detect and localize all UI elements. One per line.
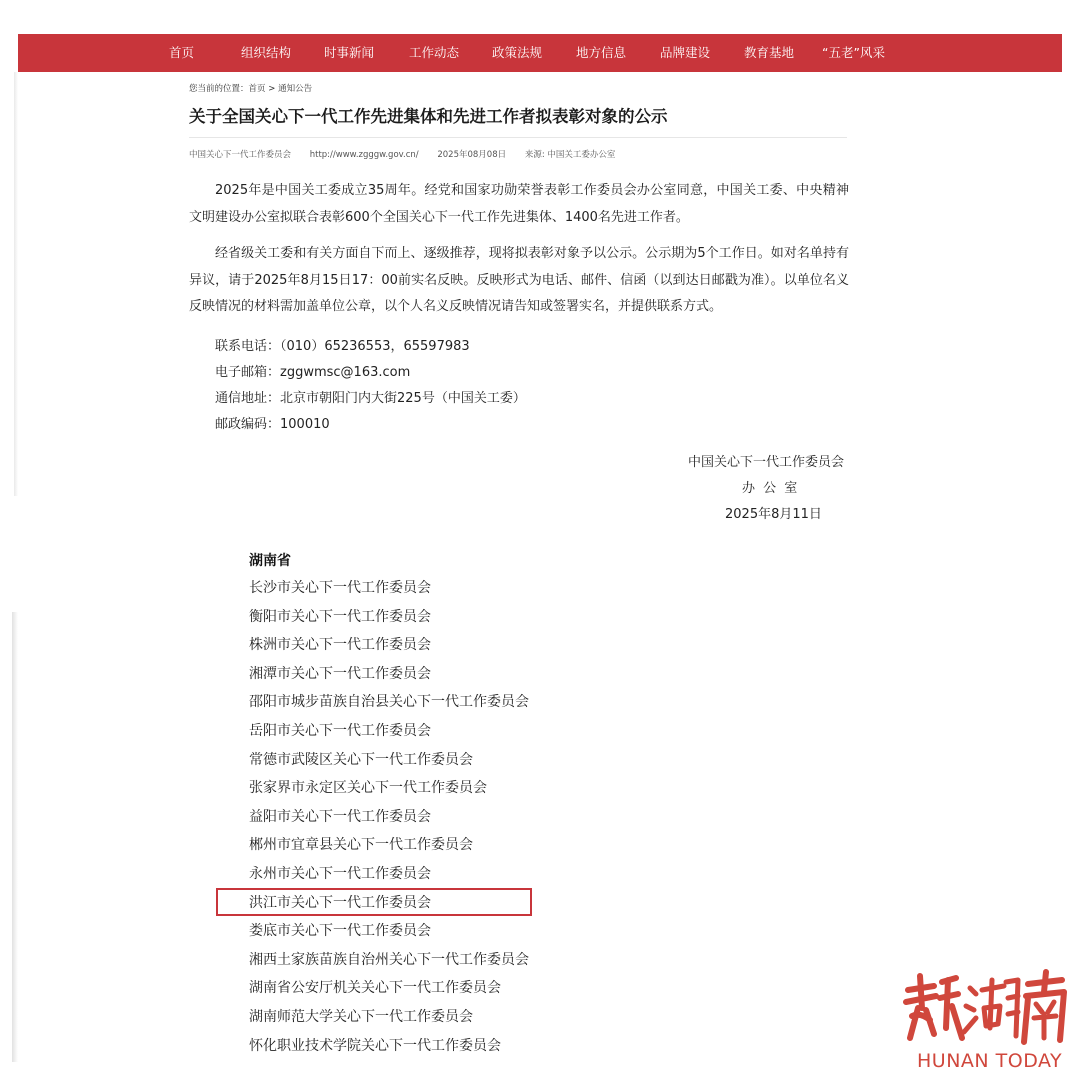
list-item: 长沙市关心下一代工作委员会 <box>249 580 431 596</box>
meta-url[interactable]: http://www.zgggw.gov.cn/ <box>309 150 419 160</box>
title-divider <box>189 137 847 138</box>
article-paragraph: 经省级关工委和有关方面自下而上、逐级推荐，现将拟表彰对象予以公示。公示期为5个工作日。如对名单持有异议，请于2025年8月15日17：00前实名反映。反映形式为电话、邮件、信函（以到达日邮戳为准）。以单位名义反映情况的材料需加盖单位公章，以个人名义反映情况请告知或签署实名，并提供联系方式。 <box>189 246 849 314</box>
article-meta <box>189 148 631 160</box>
list-item: 衡阳市关心下一代工作委员会 <box>249 608 431 625</box>
nav-item-education-base[interactable]: 教育基地 <box>744 45 795 60</box>
highlight-box <box>216 888 532 916</box>
list-item: 怀化职业技术学院关心下一代工作委员会 <box>249 1037 501 1054</box>
nav-item-brand[interactable]: 品牌建设 <box>660 45 711 60</box>
list-item: 湖南省公安厅机关关心下一代工作委员会 <box>249 980 501 997</box>
nav-item-organization[interactable]: 组织结构 <box>241 45 292 60</box>
nav-item-local-info[interactable]: 地方信息 <box>576 45 627 60</box>
meta-source: 来源: 中国关工委办公室 <box>524 150 616 160</box>
contact-address: 通信地址：北京市朝阳门内大街225号（中国关工委） <box>215 391 526 406</box>
breadcrumb-home-link[interactable]: 首页 <box>248 84 266 94</box>
list-item: 郴州市宜章县关心下一代工作委员会 <box>249 837 473 854</box>
signature-date: 2025年8月11日 <box>725 507 822 522</box>
list-item: 张家界市永定区关心下一代工作委员会 <box>249 780 487 797</box>
article-paragraph: 2025年是中国关工委成立35周年。经党和国家功勋荣誉表彰工作委员会办公室同意，中国关工委、中央精神文明建设办公室拟联合表彰600个全国关心下一代工作先进集体、1400名先进工作者。 <box>189 183 849 225</box>
contact-email: 电子邮箱：zggwmsc@163.com <box>215 365 411 380</box>
list-item-highlighted: 洪江市关心下一代工作委员会 <box>249 894 431 911</box>
nav-item-news[interactable]: 时事新闻 <box>324 45 375 60</box>
breadcrumb-current-link[interactable]: 通知公告 <box>278 84 313 94</box>
contact-phone: 联系电话：（010）65236553，65597983 <box>215 339 470 354</box>
page-edge-shadow <box>12 612 18 1062</box>
list-item: 湘西土家族苗族自治州关心下一代工作委员会 <box>249 951 529 968</box>
meta-publisher: 中国关心下一代工作委员会 <box>189 150 292 160</box>
breadcrumb-separator: > <box>265 84 279 94</box>
list-item: 益阳市关心下一代工作委员会 <box>249 808 431 825</box>
province-heading: 湖南省 <box>249 553 291 569</box>
contact-postcode: 邮政编码：100010 <box>215 417 330 432</box>
page-edge-shadow <box>14 72 18 496</box>
nav-item-home[interactable]: 首页 <box>169 45 195 60</box>
logo-english-text: HUNAN TODAY <box>917 1050 1063 1072</box>
list-item: 常德市武陵区关心下一代工作委员会 <box>249 751 473 768</box>
nav-item-five-elders[interactable]: “五老”风采 <box>822 45 885 60</box>
article-title: 关于全国关心下一代工作先进集体和先进工作者拟表彰对象的公示 <box>189 107 668 126</box>
list-item: 娄底市关心下一代工作委员会 <box>249 923 431 940</box>
nav-item-work-updates[interactable]: 工作动态 <box>409 45 460 60</box>
list-item: 岳阳市关心下一代工作委员会 <box>249 722 431 739</box>
list-item: 湘潭市关心下一代工作委员会 <box>249 665 431 682</box>
list-item: 永州市关心下一代工作委员会 <box>249 865 431 882</box>
breadcrumb-prefix: 您当前的位置： <box>189 84 249 94</box>
list-item: 邵阳市城步苗族自治县关心下一代工作委员会 <box>249 694 529 711</box>
list-item: 湖南师范大学关心下一代工作委员会 <box>249 1008 473 1025</box>
meta-date: 2025年08月08日 <box>437 150 507 160</box>
list-item: 株洲市关心下一代工作委员会 <box>249 637 431 654</box>
signature-office: 办 公 室 <box>742 481 800 496</box>
organization-list <box>249 575 529 1061</box>
top-nav-bar <box>18 34 1062 72</box>
nav-item-policy[interactable]: 政策法规 <box>492 45 543 60</box>
signature-org: 中国关心下一代工作委员会 <box>688 455 845 470</box>
breadcrumb <box>189 82 312 94</box>
